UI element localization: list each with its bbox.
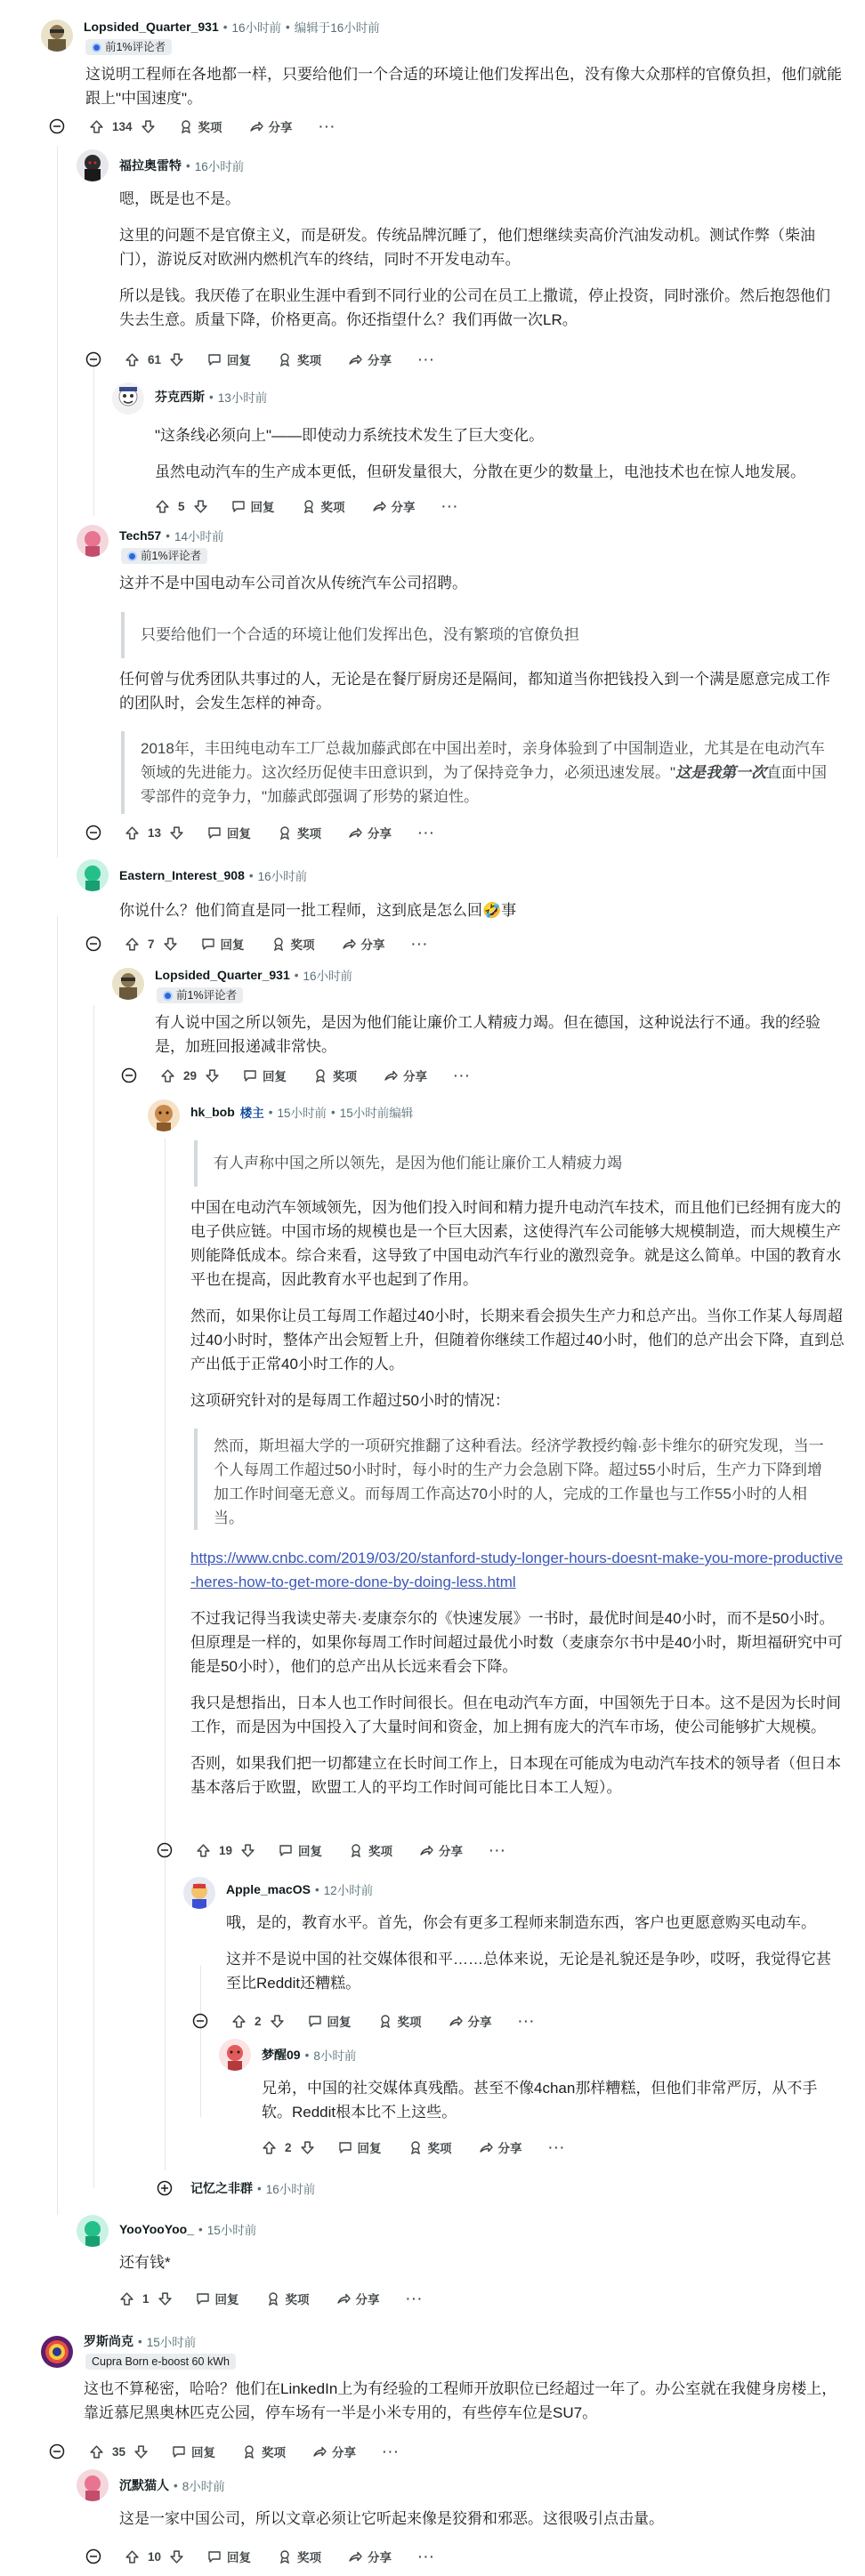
blockquote: 只要给他们一个合适的环境让他们发挥出色，没有繁琐的官僚负担 [121, 612, 833, 658]
username[interactable]: Apple_macOS [226, 1882, 311, 1896]
award-icon [349, 1843, 363, 1857]
avatar[interactable] [112, 382, 144, 415]
comment-bubble-icon [207, 352, 222, 366]
emphasis: 这是我第一次 [675, 764, 767, 781]
comment-body: 兄弟，中国的社交媒体真残酷。甚至不像4chan那样糟糕，但他们非常严厉，从不手软。Reddit根本比不上这些。 [262, 2080, 818, 2121]
award-icon [266, 2291, 280, 2306]
avatar[interactable] [183, 1877, 215, 1909]
user-flair: 前1%评论者 [157, 987, 243, 1003]
username[interactable]: 梦醒09 [262, 2048, 301, 2062]
collapse-icon[interactable] [121, 1067, 137, 1083]
user-flair: 前1%评论者 [121, 548, 207, 564]
share-button[interactable]: 分享 [372, 497, 416, 515]
comment-body: 还有钱* [119, 2254, 171, 2271]
timestamp: 16小时前 [257, 870, 308, 883]
award-icon [278, 352, 292, 366]
vote-count: 61 [148, 352, 162, 366]
share-icon [372, 499, 386, 513]
vote-control [155, 499, 208, 514]
upvote-icon[interactable] [125, 937, 140, 952]
thread-line [93, 356, 94, 516]
collapse-icon[interactable] [157, 1842, 173, 1858]
action-bar [119, 2286, 424, 2311]
comment-header: 福拉奥雷特 • 16小时前 [119, 158, 245, 173]
avatar[interactable] [77, 2215, 109, 2247]
flair-badge-icon [163, 991, 173, 1001]
upvote-icon[interactable] [89, 119, 104, 134]
comment-body: 这是一家中国公司，所以文章必须让它听起来像是狡猾和邪恶。这很吸引点击量。 [119, 2510, 664, 2527]
share-button[interactable]: 分享 [419, 1841, 463, 1859]
vote-control [125, 937, 178, 952]
share-icon [342, 937, 356, 951]
award-button[interactable]: 奖项 [378, 2012, 422, 2030]
award-icon [302, 499, 316, 513]
downvote-icon[interactable] [240, 1843, 255, 1858]
vote-control [89, 2444, 149, 2459]
paragraph: 不过我记得当我读史蒂夫·麦康奈尔的《快速发展》一书时，最优时间是40小时，而不是50小时。但原理是一样的，如果你每周工作时间超过最优小时数（麦康奈尔书中是40小时，斯坦福研究中可能是50小时），他们的总产出从长远来看会下降。 [190, 1610, 843, 1675]
timestamp: 15小时前 [206, 2224, 257, 2237]
share-icon [348, 2549, 362, 2564]
action-bar [125, 820, 436, 845]
downvote-icon[interactable] [133, 2444, 149, 2459]
timestamp: 12小时前 [323, 1884, 374, 1897]
share-icon [449, 2014, 463, 2028]
award-icon [271, 937, 286, 951]
vote-count: 13 [148, 825, 162, 840]
reply-button[interactable]: 回复 [308, 2012, 352, 2030]
comment-header: YooYooYoo_ • 15小时前 [119, 2222, 257, 2237]
username[interactable]: Eastern_Interest_908 [119, 868, 245, 882]
timestamp: 14小时前 [174, 530, 224, 543]
action-bar [196, 1838, 507, 1863]
expand-icon[interactable] [157, 2180, 173, 2196]
comment-header: 梦醒09 • 8小时前 [262, 2048, 357, 2063]
flair-badge-icon [127, 551, 137, 561]
paragraph: 我只是想指出，日本人也工作时间很长。但在电动汽车方面，中国领先于日本。这不是因为长时间工作，而是因为中国投入了大量时间和资金，加上拥有庞大的汽车市场，使公司能够扩大规模。 [190, 1695, 841, 1735]
share-button[interactable]: 分享 [384, 1067, 427, 1084]
paragraph: 哦，是的，教育水平。首先，你会有更多工程师来制造东西，客户也更愿意购买电动车。 [226, 1914, 816, 1931]
share-icon [419, 1843, 433, 1857]
action-bar [160, 1063, 472, 1088]
share-icon [348, 825, 362, 840]
action-bar [125, 931, 429, 956]
award-icon [378, 2014, 392, 2028]
downvote-icon[interactable] [169, 825, 184, 841]
more-options-button[interactable]: ··· [441, 499, 460, 513]
upvote-icon[interactable] [89, 2444, 104, 2459]
comment-header: Lopsided_Quarter_931 • 16小时前 • 编辑于16小时前 [84, 20, 380, 35]
comment-header: Apple_macOS • 12小时前 [226, 1882, 374, 1897]
downvote-icon[interactable] [169, 352, 184, 367]
thread-line [57, 916, 58, 2215]
more-options-button[interactable]: ··· [518, 2014, 537, 2028]
collapse-icon[interactable] [49, 2443, 65, 2459]
vote-control [89, 119, 156, 134]
vote-count: 7 [148, 937, 155, 951]
flair-badge-icon [92, 43, 101, 52]
action-bar [155, 494, 459, 519]
action-bar [262, 2135, 566, 2160]
username[interactable]: Tech57 [119, 528, 162, 543]
upvote-icon[interactable] [231, 2014, 247, 2029]
comment-body: 这也不算秘密，哈哈？他们在LinkedIn上为有经验的工程师开放职位已经超过一年了。办公室就在我健身房楼上，靠近慕尼黑奥林匹克公园，停车场有一半是小米专用的，有些停车位是SU7。 [84, 2380, 837, 2421]
share-icon [479, 2140, 493, 2154]
avatar[interactable] [77, 525, 109, 557]
more-options-button[interactable]: ··· [383, 2444, 400, 2459]
timestamp: 13小时前 [217, 391, 268, 405]
comment-body [226, 1911, 845, 2008]
comment-header: Lopsided_Quarter_931 • 16小时前 [155, 968, 352, 983]
vote-count: 1 [142, 2291, 150, 2306]
avatar[interactable] [41, 2336, 73, 2368]
share-icon [336, 2291, 351, 2306]
vote-control [231, 2014, 285, 2029]
vote-count: 29 [183, 1068, 198, 1083]
award-button[interactable]: 奖项 [302, 497, 345, 515]
avatar[interactable] [41, 20, 73, 52]
share-icon [312, 2444, 327, 2459]
op-badge: 楼主 [239, 1107, 264, 1120]
comment-header: hk_bob 楼主 • 15小时前 • 15小时前编辑 [190, 1105, 414, 1120]
more-options-button[interactable]: ··· [319, 119, 337, 133]
upvote-icon[interactable] [262, 2140, 277, 2155]
comment-bubble-icon [207, 825, 222, 840]
comment-header: 芬克西斯 • 13小时前 [155, 390, 268, 405]
award-button[interactable]: 奖项 [179, 117, 222, 135]
share-button[interactable]: 分享 [348, 2548, 392, 2565]
link-paragraph [190, 1546, 845, 1594]
action-bar [125, 2544, 436, 2569]
comment-header: Tech57 • 14小时前 [119, 528, 224, 543]
user-flair: 前1%评论者 [85, 39, 172, 55]
comment-body: 任何曾与优秀团队共事过的人，无论是在餐厅厨房还是隔间，都知道当你把钱投入到一个满是愿意完成工作的团队时，会发生怎样的神奇。 [119, 671, 830, 712]
thread-line [93, 1005, 94, 2188]
timestamp: 16小时前 [265, 2183, 316, 2196]
more-options-button[interactable]: ··· [454, 1068, 472, 1083]
vote-count: 19 [219, 1843, 233, 1857]
share-button[interactable]: 分享 [348, 824, 392, 841]
comment-bubble-icon [172, 2444, 186, 2459]
blockquote: 2018年，丰田纯电动车工厂总裁加藤武郎在中国出差时，亲身体验到了中国制造业，尤其是在电动汽车领域的先进能力。这次经历促使丰田意识到，为了保持竞争力，必须迅速发展。"这是我第一次直面中国零部件的竞争力，"加藤武郎强调了形势的紧迫性。 [121, 731, 833, 814]
username[interactable]: YooYooYoo_ [119, 2222, 194, 2236]
share-button[interactable]: 分享 [348, 350, 392, 368]
collapse-icon[interactable] [85, 351, 101, 367]
more-options-button[interactable]: ··· [406, 2291, 424, 2306]
share-button[interactable]: 分享 [336, 2290, 380, 2307]
upvote-icon[interactable] [155, 499, 170, 514]
timestamp: 16小时前 [231, 21, 281, 35]
vote-control [125, 825, 184, 841]
comment-bubble-icon [231, 499, 246, 513]
reply-button[interactable]: 回复 [172, 2443, 215, 2460]
comment-body [155, 423, 840, 496]
downvote-icon[interactable] [193, 499, 208, 514]
avatar[interactable] [77, 149, 109, 181]
collapse-icon[interactable] [85, 825, 101, 841]
action-bar [89, 2439, 400, 2464]
vote-control [160, 1068, 220, 1083]
timestamp: 16小时前 [303, 970, 352, 983]
username[interactable]: Lopsided_Quarter_931 [84, 20, 219, 34]
vote-count: 2 [285, 2140, 292, 2154]
reply-button[interactable]: 回复 [207, 824, 251, 841]
comment-body [119, 187, 840, 344]
award-icon [313, 1068, 327, 1083]
username[interactable]: 记忆之非群 [190, 2181, 253, 2195]
reply-button[interactable]: 回复 [279, 1841, 322, 1859]
more-options-button[interactable]: ··· [418, 825, 436, 840]
award-icon [408, 2140, 423, 2154]
upvote-icon[interactable] [160, 1068, 175, 1083]
thread-line [165, 1139, 166, 2170]
avatar[interactable] [219, 2039, 251, 2071]
award-icon [242, 2444, 256, 2459]
comment-bubble-icon [279, 1843, 293, 1857]
comment-bubble-icon [308, 2014, 322, 2028]
paragraph: 这项研究针对的是每周工作超过50小时的情况： [190, 1392, 510, 1409]
comment-header: Eastern_Interest_908 • 16小时前 [119, 868, 308, 883]
username[interactable]: hk_bob [190, 1105, 235, 1119]
upvote-icon[interactable] [196, 1843, 211, 1858]
award-icon [278, 2549, 292, 2564]
username[interactable]: 芬克西斯 [155, 390, 205, 404]
share-button[interactable]: 分享 [312, 2443, 356, 2460]
share-button[interactable]: 分享 [479, 2138, 522, 2156]
more-options-button[interactable]: ··· [489, 1843, 507, 1857]
vote-count: 5 [178, 499, 185, 513]
award-button[interactable]: 奖项 [408, 2138, 452, 2156]
award-button[interactable]: 奖项 [278, 350, 321, 368]
award-icon [278, 825, 292, 840]
paragraph: 否则，如果我们把一切都建立在长时间工作上，日本现在可能成为电动汽车技术的领导者（但日本基本落后于欧盟，欧盟工人的平均工作时间可能比日本工人短）。 [190, 1755, 841, 1796]
avatar[interactable] [112, 968, 144, 1000]
comment-bubble-icon [243, 1068, 257, 1083]
reply-button[interactable]: 回复 [207, 350, 251, 368]
vote-control [196, 1843, 255, 1858]
username[interactable]: Lopsided_Quarter_931 [155, 968, 290, 982]
comment-bubble-icon [196, 2291, 210, 2306]
award-button[interactable]: 奖项 [271, 935, 315, 953]
action-bar [89, 114, 336, 139]
award-button[interactable]: 奖项 [278, 824, 321, 841]
award-icon [179, 119, 193, 133]
vote-control [119, 2291, 173, 2306]
paragraph: 所以是钱。我厌倦了在职业生涯中看到不同行业的公司在员工上撒谎，停止投资，同时涨价。然后抱怨他们失去生意。质量下降，价格更高。你还指望什么？我们再做一次LR。 [119, 287, 830, 328]
comment-body: 你说什么？他们简直是同一批工程师，这到底是怎么回🤣事 [119, 902, 517, 919]
timestamp: 8小时前 [313, 2049, 357, 2063]
vote-control [262, 2140, 315, 2155]
paragraph: 中国在电动汽车领域领先，因为他们投入时间和精力提升电动汽车技术，而且他们已经拥有庞大的电子供应链。中国市场的规模也是一个巨大因素，这使得汽车公司能够大规模制造，而大规模生产则能降低成本。综合来看，这导致了中国电动汽车行业的激烈竞争。就是这么简单。中国的教育水平也在提高，因此教育水平也起到了作用。 [190, 1199, 841, 1288]
share-icon [384, 1068, 398, 1083]
reply-button[interactable]: 回复 [207, 2548, 251, 2565]
more-options-button[interactable]: ··· [548, 2140, 567, 2154]
reply-button[interactable]: 回复 [196, 2290, 239, 2307]
reply-button[interactable]: 回复 [231, 497, 275, 515]
vote-control [125, 352, 184, 367]
award-button[interactable]: 奖项 [278, 2548, 321, 2565]
avatar[interactable] [148, 1099, 180, 1131]
award-button[interactable]: 奖项 [242, 2443, 286, 2460]
blockquote: 然而，斯坦福大学的一项研究推翻了这种看法。经济学教授约翰·彭卡维尔的研究发现，当一个人每周工作超过50小时时，每小时的生产力会急剧下降。超过55小时后，生产力下降到增加工作时间毫无意义。而每周工作高达70小时的人，完成的工作量也与工作55小时的人相当。 [194, 1429, 830, 1530]
reply-button[interactable]: 回复 [201, 935, 245, 953]
share-icon [249, 119, 263, 133]
timestamp: 15小时前 [277, 1107, 327, 1120]
paragraph: 这并不是说中国的社交媒体很和平……总体来说，无论是礼貌还是争吵，哎呀，我觉得它甚至比Reddit还糟糕。 [226, 1951, 831, 1992]
comment-header: 罗斯尚克 • 15小时前 [84, 2334, 197, 2349]
username[interactable]: 罗斯尚克 [84, 2334, 133, 2348]
comment-bubble-icon [207, 2549, 222, 2564]
reply-button[interactable]: 回复 [338, 2138, 382, 2156]
upvote-icon[interactable] [125, 2549, 140, 2564]
upvote-icon[interactable] [125, 352, 140, 367]
user-flair: Cupra Born e-boost 60 kWh [85, 2354, 236, 2370]
vote-count: 134 [112, 119, 133, 133]
edited-label: 15小时前编辑 [339, 1107, 414, 1120]
action-bar [231, 2008, 536, 2033]
collapse-icon[interactable] [85, 2548, 101, 2564]
paragraph: 这里的问题不是官僚主义，而是研发。传统品牌沉睡了，他们想继续卖高价汽油发动机。测试作弊（柴油门），游说反对欧洲内燃机汽车的终结，同时不开发电动车。 [119, 227, 815, 268]
vote-control [125, 2549, 184, 2564]
comment-bubble-icon [338, 2140, 352, 2154]
edited-label: 编辑于16小时前 [294, 21, 380, 35]
reply-button[interactable]: 回复 [243, 1067, 287, 1084]
share-button[interactable]: 分享 [342, 935, 385, 953]
paragraph: 虽然电动汽车的生产成本更低，但研发量很大，分散在更少的数量上，电池技术也在惊人地发展。 [155, 463, 805, 480]
comment-body: 这并不是中国电动车公司首次从传统汽车公司招聘。 [119, 575, 467, 592]
share-button[interactable]: 分享 [449, 2012, 492, 2030]
downvote-icon[interactable] [158, 2291, 173, 2306]
more-options-button[interactable]: ··· [418, 2549, 436, 2564]
action-bar [125, 347, 436, 372]
thread-line [57, 146, 58, 857]
vote-count: 35 [112, 2444, 126, 2459]
comment-header: 记忆之非群 • 16小时前 [190, 2181, 316, 2196]
vote-count: 10 [148, 2549, 162, 2564]
comment-bubble-icon [201, 937, 215, 951]
comment-header: 沉默猫人 • 8小时前 [119, 2478, 225, 2493]
blockquote: 有人声称中国之所以领先，是因为他们能让廉价工人精疲力竭 [194, 1140, 835, 1187]
vote-count: 2 [255, 2014, 262, 2028]
comment-body: 有人说中国之所以领先，是因为他们能让廉价工人精疲力竭。但在德国，这种说法行不通。我的经验是，加班回报递减非常快。 [155, 1014, 821, 1055]
avatar[interactable] [77, 859, 109, 891]
award-button[interactable]: 奖项 [349, 1841, 392, 1859]
downvote-icon[interactable] [163, 937, 178, 952]
share-button[interactable]: 分享 [249, 117, 293, 135]
downvote-icon[interactable] [141, 119, 156, 134]
comment-body: 这说明工程师在各地都一样，只要给他们一个合适的环境让他们发挥出色，没有像大众那样的官僚负担，他们就能跟上"中国速度"。 [85, 66, 842, 107]
award-button[interactable]: 奖项 [313, 1067, 357, 1084]
paragraph: 嗯，既是也不是。 [119, 190, 240, 207]
downvote-icon[interactable] [205, 1068, 220, 1083]
collapse-icon[interactable] [49, 118, 65, 134]
username[interactable]: 沉默猫人 [119, 2478, 169, 2492]
downvote-icon[interactable] [169, 2549, 184, 2564]
more-options-button[interactable]: ··· [418, 352, 436, 366]
paragraph: "这条线必须向上"——即使动力系统技术发生了巨大变化。 [155, 427, 545, 444]
upvote-icon[interactable] [125, 825, 140, 841]
share-icon [348, 352, 362, 366]
timestamp: 8小时前 [182, 2480, 225, 2493]
collapse-icon[interactable] [192, 2013, 208, 2029]
comment-body [190, 1546, 845, 1812]
award-button[interactable]: 奖项 [266, 2290, 310, 2307]
avatar[interactable] [77, 2469, 109, 2501]
paragraph: 然而，如果你让员工每周工作超过40小时，长期来看会损失生产力和总产出。当你工作某人每周超过40小时时，整体产出会短暂上升，但随着你继续工作超过40小时，他们的总产出会下降，直到总产出低于正常40小时工作的人。 [190, 1308, 845, 1373]
comment-body [190, 1195, 845, 1425]
downvote-icon[interactable] [300, 2140, 315, 2155]
timestamp: 16小时前 [194, 160, 245, 173]
timestamp: 15小时前 [146, 2336, 197, 2349]
more-options-button[interactable]: ··· [411, 937, 430, 951]
article-link[interactable]: https://www.cnbc.com/2019/03/20/stanford-study-longer-hours-doesnt-make-you-more-productive-heres-how-to-get-more-done-by-doing-less.html [190, 1550, 844, 1590]
username[interactable]: 福拉奥雷特 [119, 158, 182, 173]
upvote-icon[interactable] [119, 2291, 134, 2306]
downvote-icon[interactable] [270, 2014, 285, 2029]
collapse-icon[interactable] [85, 936, 101, 952]
thread-line [200, 1966, 201, 2117]
